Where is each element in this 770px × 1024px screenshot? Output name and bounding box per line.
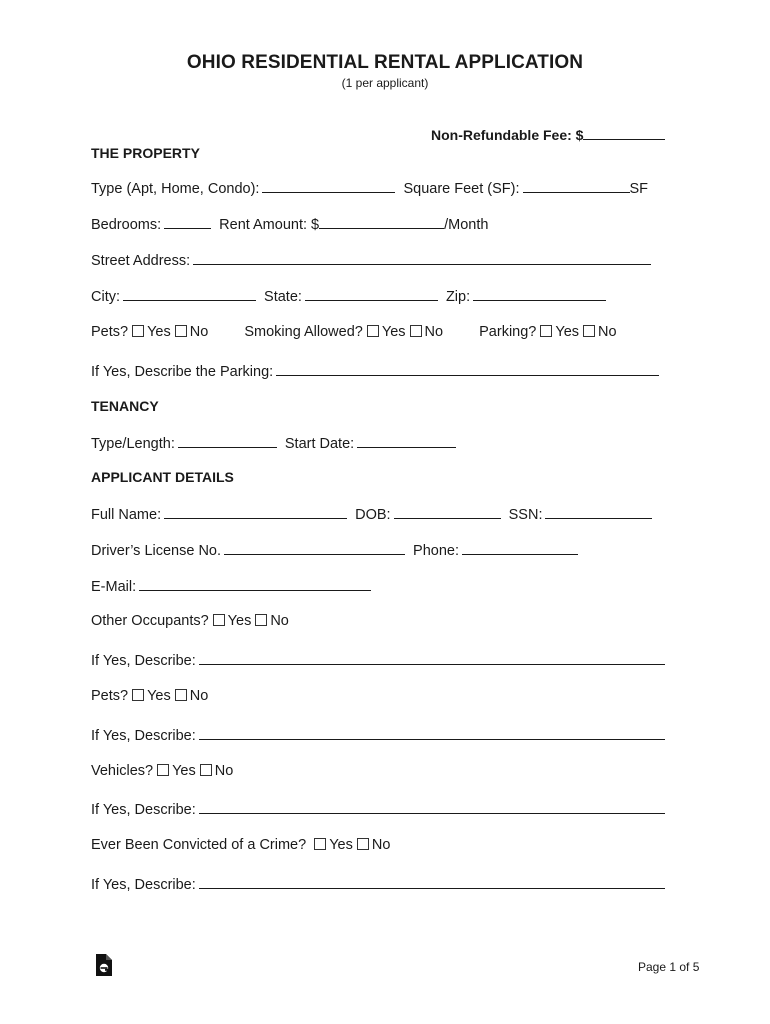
phone-input[interactable]	[462, 541, 578, 555]
no-label: No	[371, 837, 391, 853]
property-pets-yes-checkbox[interactable]	[132, 325, 144, 337]
no-label: No	[189, 324, 209, 340]
pets-smoking-parking-row	[91, 323, 617, 341]
describe-label: If Yes, Describe:	[91, 653, 196, 669]
no-label: No	[598, 324, 617, 340]
email-row	[91, 577, 375, 596]
occupants-no-checkbox[interactable]	[255, 614, 267, 626]
property-pets-no-checkbox[interactable]	[175, 325, 187, 337]
parking-describe-label: If Yes, Describe the Parking:	[91, 364, 274, 380]
vehicles-yes-checkbox[interactable]	[157, 764, 169, 776]
dob-label: DOB:	[355, 507, 391, 523]
tenancy-heading: TENANCY	[91, 398, 159, 414]
occupants-describe-row	[91, 651, 669, 670]
city-input[interactable]	[123, 287, 256, 301]
phone-label: Phone:	[413, 543, 460, 559]
type-length-label: Type/Length:	[91, 436, 175, 452]
describe-label: If Yes, Describe:	[91, 877, 196, 893]
license-label: Driver’s License No.	[91, 543, 222, 559]
city-state-zip-row	[91, 287, 610, 306]
vehicles-describe-row	[91, 800, 669, 819]
tenancy-row	[91, 434, 460, 453]
crime-row	[91, 836, 390, 854]
email-input[interactable]	[139, 577, 371, 591]
sqft-input[interactable]	[523, 179, 630, 193]
vehicles-row	[91, 762, 233, 780]
property-pets-label: Pets?	[91, 324, 129, 340]
applicant-pets-row	[91, 687, 208, 705]
state-input[interactable]	[305, 287, 438, 301]
applicant-heading: APPLICANT DETAILS	[91, 469, 234, 485]
parking-describe-row	[91, 362, 663, 381]
page-number: Page 1 of 5	[638, 960, 700, 974]
pets-describe-row	[91, 726, 669, 745]
yes-label: Yes	[147, 324, 171, 340]
rent-label: Rent Amount: $	[219, 217, 320, 233]
yes-label: Yes	[381, 324, 406, 340]
crime-describe-row	[91, 875, 669, 894]
vehicles-describe-input[interactable]	[199, 800, 665, 814]
parking-no-checkbox[interactable]	[583, 325, 595, 337]
bedrooms-rent-row	[91, 215, 488, 234]
type-input[interactable]	[262, 179, 395, 193]
city-label: City:	[91, 289, 120, 305]
yes-label: Yes	[227, 613, 252, 629]
parking-yes-checkbox[interactable]	[540, 325, 552, 337]
smoking-no-checkbox[interactable]	[410, 325, 422, 337]
no-label: No	[214, 763, 234, 779]
bedrooms-input[interactable]	[164, 215, 211, 229]
zip-input[interactable]	[473, 287, 606, 301]
yes-label: Yes	[555, 324, 580, 340]
fee-field	[431, 126, 669, 143]
applicant-pets-yes-checkbox[interactable]	[132, 689, 144, 701]
dob-input[interactable]	[394, 505, 501, 519]
no-label: No	[270, 613, 289, 629]
vehicles-label: Vehicles?	[91, 763, 154, 779]
sqft-unit: SF	[629, 181, 649, 197]
street-label: Street Address:	[91, 253, 191, 269]
sqft-label: Square Feet (SF):	[403, 181, 520, 197]
smoking-label: Smoking Allowed?	[244, 324, 363, 340]
full-name-label: Full Name:	[91, 507, 162, 523]
street-row	[91, 251, 655, 270]
pets-describe-input[interactable]	[199, 726, 665, 740]
document-subtitle: (1 per applicant)	[341, 76, 429, 90]
rent-input[interactable]	[319, 215, 444, 229]
yes-label: Yes	[172, 763, 196, 779]
applicant-pets-no-checkbox[interactable]	[175, 689, 187, 701]
fee-input[interactable]	[583, 126, 665, 140]
vehicles-no-checkbox[interactable]	[200, 764, 212, 776]
crime-yes-checkbox[interactable]	[314, 838, 326, 850]
start-date-input[interactable]	[357, 434, 456, 448]
property-type-row	[91, 179, 648, 198]
no-label: No	[189, 688, 209, 704]
smoking-yes-checkbox[interactable]	[367, 325, 379, 337]
start-date-label: Start Date:	[284, 436, 355, 452]
yes-label: Yes	[147, 688, 171, 704]
crime-describe-input[interactable]	[199, 875, 665, 889]
email-label: E-Mail:	[91, 579, 137, 595]
parking-describe-input[interactable]	[276, 362, 659, 376]
rent-unit: /Month	[444, 217, 489, 233]
applicant-pets-label: Pets?	[91, 688, 129, 704]
occupants-row	[91, 612, 289, 630]
eforms-logo-icon	[95, 953, 113, 977]
zip-label: Zip:	[445, 289, 471, 305]
fee-label: Non-Refundable Fee: $	[431, 127, 584, 143]
type-length-input[interactable]	[178, 434, 277, 448]
ssn-input[interactable]	[545, 505, 652, 519]
crime-no-checkbox[interactable]	[357, 838, 369, 850]
no-label: No	[424, 324, 444, 340]
license-phone-row	[91, 541, 582, 560]
type-label: Type (Apt, Home, Condo):	[91, 181, 260, 197]
describe-label: If Yes, Describe:	[91, 802, 196, 818]
bedrooms-label: Bedrooms:	[91, 217, 162, 233]
occupants-yes-checkbox[interactable]	[213, 614, 225, 626]
describe-label: If Yes, Describe:	[91, 728, 196, 744]
name-dob-ssn-row	[91, 505, 656, 524]
occupants-label: Other Occupants?	[91, 613, 209, 629]
parking-label: Parking?	[479, 324, 537, 340]
crime-label: Ever Been Convicted of a Crime?	[91, 837, 307, 853]
street-input[interactable]	[193, 251, 651, 265]
property-heading: THE PROPERTY	[91, 145, 200, 161]
occupants-describe-input[interactable]	[199, 651, 665, 665]
ssn-label: SSN:	[508, 507, 543, 523]
document-title: OHIO RESIDENTIAL RENTAL APPLICATION	[186, 52, 584, 73]
state-label: State:	[264, 289, 302, 305]
license-input[interactable]	[224, 541, 405, 555]
yes-label: Yes	[329, 837, 353, 853]
full-name-input[interactable]	[164, 505, 347, 519]
